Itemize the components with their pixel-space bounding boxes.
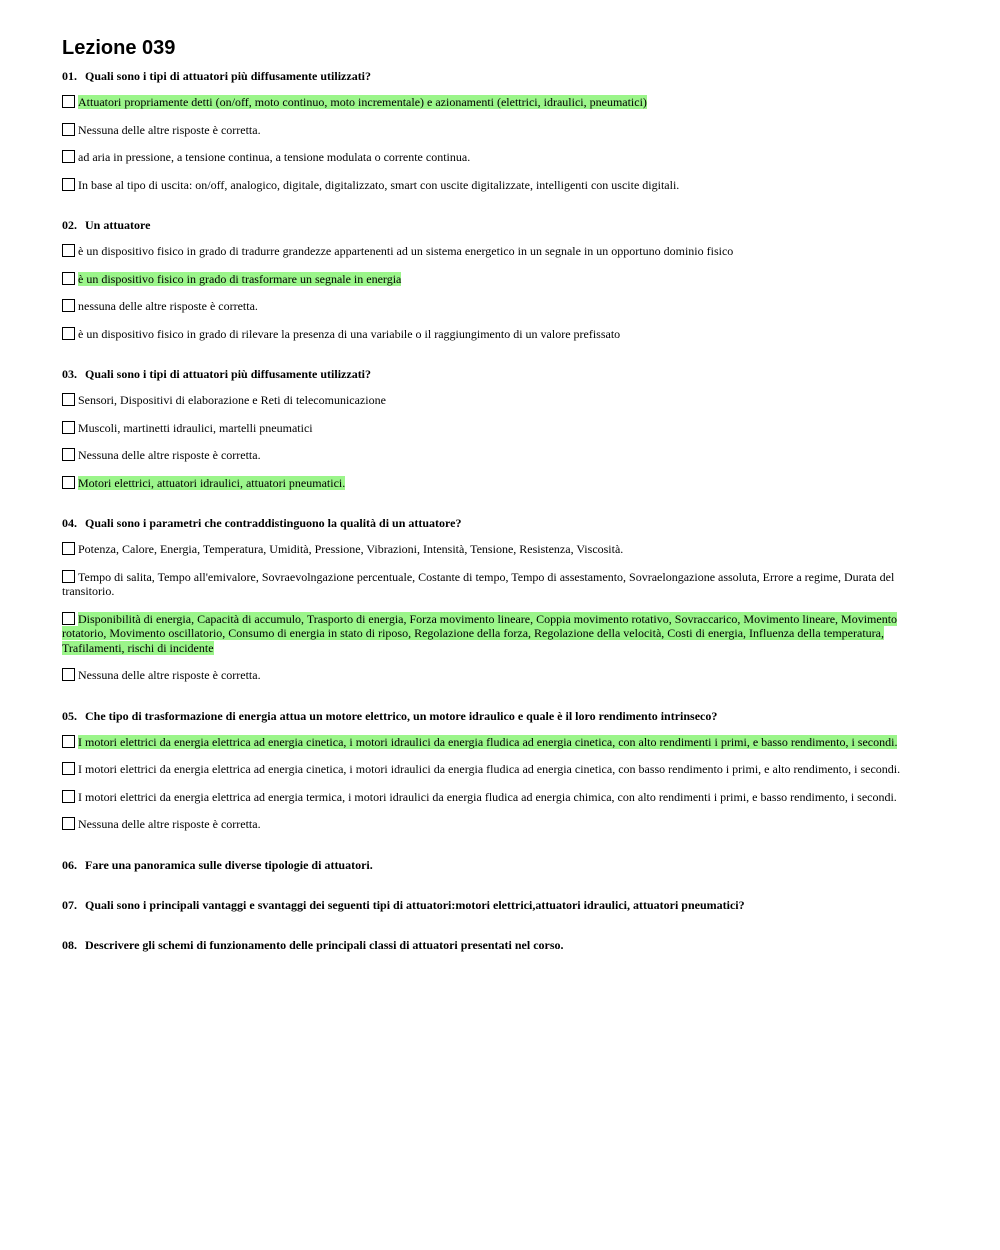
question-text [62,709,940,723]
answer-option[interactable] [62,570,940,599]
answer-option[interactable] [62,421,940,436]
question-label: Quali sono i tipi di attuatori più diffusamente utilizzati? [85,69,372,83]
answer-text: Nessuna delle altre risposte è corretta. [78,668,261,682]
question-4 [62,516,940,683]
answer-checkbox[interactable] [62,123,75,136]
lesson-title: Lezione 039 [62,37,176,59]
answer-option[interactable] [62,393,940,408]
question-number: 01. [62,69,77,83]
answer-checkbox[interactable] [62,272,75,285]
answer-option[interactable] [62,272,940,287]
question-number: 07. [62,897,77,912]
question-number: 05. [62,708,77,723]
question-number: 02. [62,218,77,232]
answer-checkbox[interactable] [62,612,75,625]
answer-option[interactable] [62,178,940,193]
answer-text: Nessuna delle altre risposte è corretta. [78,122,261,137]
question-6 [62,858,940,872]
document-page [62,36,940,978]
question-number: 04. [62,516,77,530]
answer-text-correct: Motori elettrici, attuatori idraulici, attuatori pneumatici. [78,475,346,490]
answer-text: I motori elettrici da energia elettrica ad energia termica, i motori idraulici da energia fludica ad energia chimica, con alto rendimenti i primi, e basso rendimento, i secondi. [78,789,897,804]
answer-option[interactable] [62,150,940,165]
question-8 [62,938,940,952]
answer-checkbox[interactable] [62,327,75,340]
answer-checkbox[interactable] [62,762,75,775]
question-5 [62,709,940,832]
question-list [62,69,940,952]
answer-option[interactable] [62,123,940,138]
answer-option[interactable] [62,327,940,342]
question-1 [62,69,940,192]
question-number: 08. [62,937,77,952]
question-label: Un attuatore [85,218,151,232]
answer-option[interactable] [62,476,940,491]
answer-option[interactable] [62,735,940,750]
answer-option[interactable] [62,817,940,832]
answer-text: Tempo di salita, Tempo all'emivalore, Sovraevolngazione percentuale, Costante di tempo, Tempo di assestamento, Sovraelongazione assoluta, Errore a regime, Durata del transitorio. [62,569,895,598]
answer-text: è un dispositivo fisico in grado di tradurre grandezze appartenenti ad un sistema energetico in un segnale in un opportuno dominio fisico [78,244,734,258]
question-7 [62,898,940,912]
answer-checkbox[interactable] [62,95,75,108]
answer-text: Nessuna delle altre risposte è corretta. [78,448,261,462]
answer-text: ad aria in pressione, a tensione continua, a tensione modulata o corrente continua. [78,150,471,164]
answer-text-correct: Disponibilità di energia, Capacità di accumulo, Trasporto di energia, Forza movimento lineare, Coppia movimento rotativo, Sovraccarico, Movimento lineare, Movimento rotatorio, Movimento oscillatorio, Consumo di energia in stato di riposo, Regolazione della forza, Regolazione della velocità, Costi di energia, Influenza della temperatura, Trafilamenti, rischi di incidente [62,611,898,655]
question-text [62,69,940,83]
answer-option[interactable] [62,299,940,314]
answer-checkbox[interactable] [62,735,75,748]
question-label: Quali sono i principali vantaggi e svantaggi dei seguenti tipi di attuatori:motori elettrici,attuatori idraulici, attuatori pneumatici? [85,897,745,912]
question-text [62,938,940,952]
answer-option[interactable] [62,244,940,259]
answer-checkbox[interactable] [62,668,75,681]
question-label: Quali sono i parametri che contraddistinguono la qualità di un attuatore? [85,516,462,530]
answer-checkbox[interactable] [62,178,75,191]
answer-checkbox[interactable] [62,448,75,461]
answer-text-correct: Attuatori propriamente detti (on/off, moto continuo, moto incrementale) e azionamenti (elettrici, idraulici, pneumatici) [78,95,647,109]
question-text [62,218,940,232]
answer-text: Muscoli, martinetti idraulici, martelli pneumatici [78,420,313,435]
answer-checkbox[interactable] [62,244,75,257]
answer-option[interactable] [62,790,940,805]
question-3 [62,367,940,490]
answer-checkbox[interactable] [62,570,75,583]
question-label: Descrivere gli schemi di funzionamento delle principali classi di attuatori presentati nel corso. [85,937,564,952]
answer-checkbox[interactable] [62,421,75,434]
answer-text: In base al tipo di uscita: on/off, analogico, digitale, digitalizzato, smart con uscite digitalizzate, intelligenti con uscite digitali. [78,177,680,192]
answer-option[interactable] [62,95,940,110]
answer-text: Sensori, Dispositivi di elaborazione e Reti di telecomunicazione [78,393,386,407]
answer-text-correct: è un dispositivo fisico in grado di trasformare un segnale in energia [78,271,402,286]
question-text [62,858,940,872]
answer-text: Nessuna delle altre risposte è corretta. [78,817,261,831]
answer-checkbox[interactable] [62,299,75,312]
answer-checkbox[interactable] [62,393,75,406]
answer-option[interactable] [62,448,940,463]
question-number: 03. [62,367,77,381]
answer-checkbox[interactable] [62,790,75,803]
question-number: 06. [62,857,77,872]
question-label: Quali sono i tipi di attuatori più diffusamente utilizzati? [85,367,372,381]
question-text [62,367,940,381]
question-text [62,516,940,530]
answer-option[interactable] [62,612,940,656]
question-label: Che tipo di trasformazione di energia attua un motore elettrico, un motore idraulico e quale è il loro rendimento intrinseco? [85,708,718,723]
answer-checkbox[interactable] [62,150,75,163]
answer-option[interactable] [62,668,940,683]
answer-checkbox[interactable] [62,476,75,489]
question-text [62,898,940,912]
answer-text: Potenza, Calore, Energia, Temperatura, Umidità, Pressione, Vibrazioni, Intensità, Tensione, Resistenza, Viscosità. [78,542,624,556]
answer-text: I motori elettrici da energia elettrica ad energia cinetica, i motori idraulici da energia fludica ad energia cinetica, con basso rendimento i primi, e alto rendimento, i secondi. [78,762,901,776]
answer-option[interactable] [62,542,940,557]
answer-option[interactable] [62,762,940,777]
question-label: Fare una panoramica sulle diverse tipologie di attuatori. [85,857,373,872]
answer-text-correct: I motori elettrici da energia elettrica ad energia cinetica, i motori idraulici da energia fludica ad energia cinetica, con alto rendimenti i primi, e basso rendimento, i secondi. [78,734,898,749]
answer-text: nessuna delle altre risposte è corretta. [78,299,258,313]
question-2 [62,218,940,341]
answer-checkbox[interactable] [62,817,75,830]
answer-checkbox[interactable] [62,542,75,555]
answer-text: è un dispositivo fisico in grado di rilevare la presenza di una variabile o il raggiungimento di un valore prefissato [78,326,621,341]
